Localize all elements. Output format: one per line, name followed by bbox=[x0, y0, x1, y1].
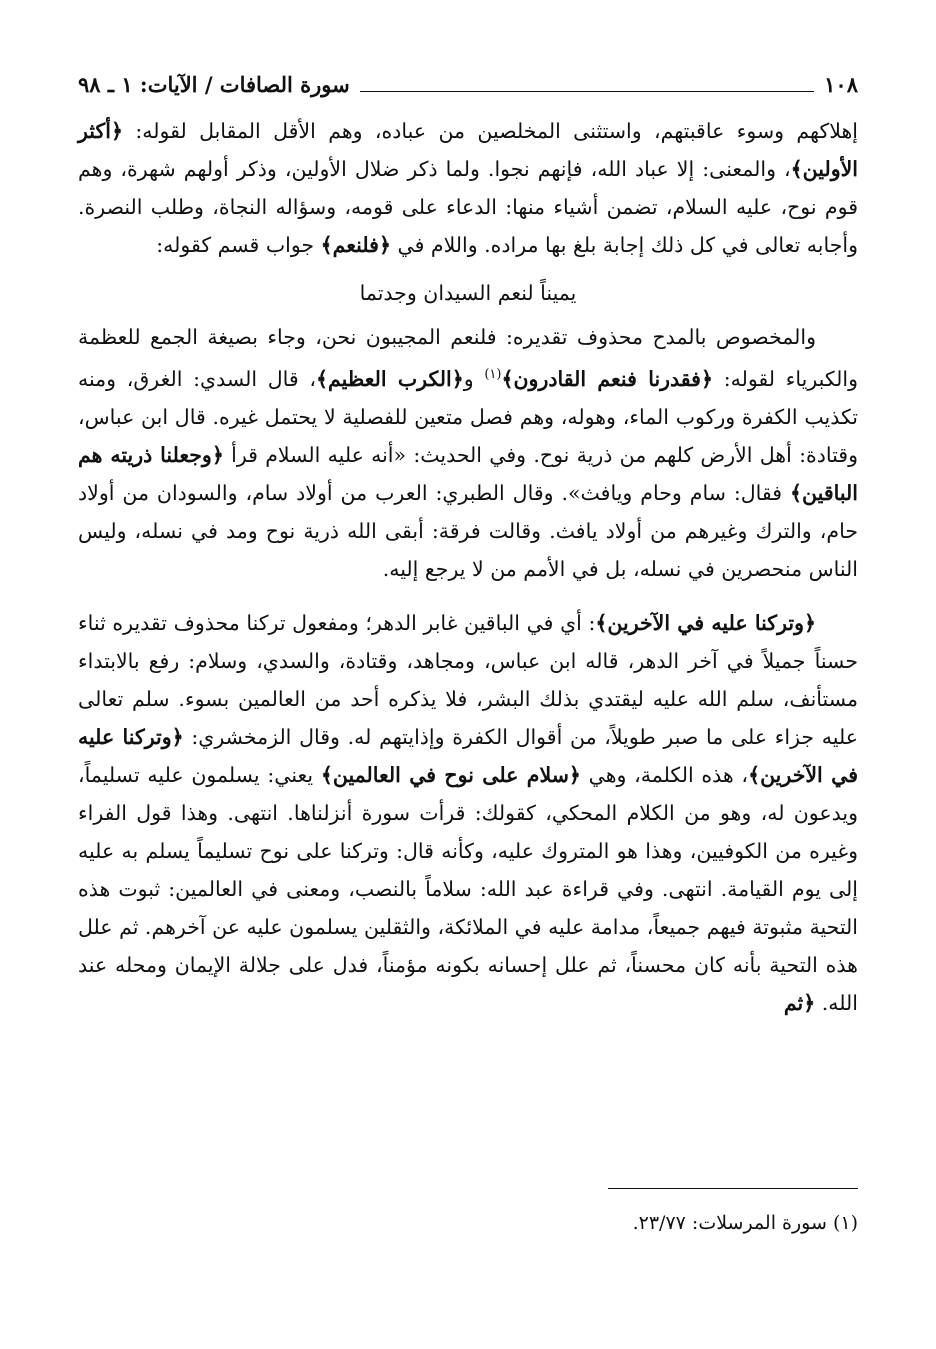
quran-quote: ﴿الكرب العظيم﴾ bbox=[316, 366, 464, 391]
quran-quote: ﴿ثم bbox=[783, 990, 816, 1015]
text-run: : أي في الباقين غابر الدهر؛ ومفعول تركنا محذوف تقديره ثناء حسناً جميلاً في آخر الدهر، قاله ابن عباس، ومجاهد، وقتادة، والسدي، وسلام: رفع بالابتداء مستأنف، سلم الله عليه ليقتدي بذلك البشر، فلا يذكره أحد من العالمين بسوء. سلم تعالى عليه جزاء على ما صبر طويلاً، من أقوال الكفرة وإذايتهم له. وقال الزمخشري: bbox=[78, 610, 859, 749]
text-run: ، قال السدي: الغرق، ومنه تكذيب الكفرة وركوب الماء، وهوله، وهم فصل متعين للفصلية لا يحتمل غيره. قال ابن عباس، وقتادة: أهل الأرض كلهم من ذرية نوح. وفي الحديث: «أنه عليه السلام قرأ bbox=[78, 366, 858, 467]
quran-quote: ﴿فقدرنا فنعم القادرون﴾ bbox=[501, 366, 713, 391]
text-run: و bbox=[463, 366, 485, 391]
footnote-rule bbox=[608, 1188, 858, 1189]
text-run: يعني: يسلمون عليه تسليماً، ويدعون له، وهو من الكلام المحكي، كقولك: قرأت سورة أنزلناها. انتهى. وهذا قول الفراء وغيره من الكوفيين، وهذا هو المتروك عليه، وكأنه قال: وتركنا على نوح تسليماً يسلم به عليه إلى يوم القيامة. انتهى. وفي قراءة عبد الله: سلاماً بالنصب، ومعنى في العالمين: ثبوت هذه التحية مثبوتة فيهم جميعاً، مدامة عليه في الملائكة، والثقلين يسلمون عليه عن آخرهم. ثم علل هذه التحية بأنه كان محسناً، ثم علل إحسانه بكونه مؤمناً، فدل على جلالة الإيمان ومحله عند الله. bbox=[78, 762, 858, 1015]
main-text bbox=[78, 112, 858, 1022]
quran-quote: ﴿وتركنا عليه في الآخرين﴾ bbox=[595, 610, 816, 635]
footnote-marker: (١) bbox=[484, 367, 502, 382]
page-header bbox=[78, 68, 858, 100]
text-run: إهلاكهم وسوء عاقبتهم، واستثنى المخلصين من عباده، وهم الأقل المقابل لقوله: bbox=[122, 119, 858, 143]
quran-quote: ﴿أكثر الأولين﴾ bbox=[78, 119, 858, 181]
text-run: ، هذه الكلمة، وهي bbox=[580, 762, 749, 787]
quran-quote: ﴿سلام على نوح في العالمين﴾ bbox=[320, 762, 581, 787]
header-rule bbox=[360, 91, 814, 92]
running-title: سورة الصافات / الآيات: ١ ـ ٩٨ bbox=[78, 71, 350, 97]
quran-quote: ﴿وجعلنا ذريته هم الباقين﴾ bbox=[78, 442, 858, 505]
footnote: (١) سورة المرسلات: ٢٣/٧٧. bbox=[632, 1212, 858, 1234]
paragraph-1 bbox=[78, 112, 858, 264]
text-run: ، والمعنى: إلا عباد الله، فإنهم نجوا. ولما ذكر ضلال الأولين، وذكر أولهم شهرة، وهم قوم نوح، عليه السلام، تضمن أشياء منها: الدعاء على قومه، وسؤاله النجاة، وطلب النصرة. وأجابه تعالى في كل ذلك إجابة بلغ بها مراده. واللام في bbox=[78, 157, 858, 257]
quran-quote: ﴿فلنعم﴾ bbox=[320, 233, 391, 257]
poetry-verse: يميناً لنعم السيدان وجدتما bbox=[359, 281, 577, 305]
text-run: فقال: سام وحام ويافث». وقال الطبري: العرب من أولاد سام، والسودان من أولاد حام، والترك وغيرهم من أولاد يافث. وقالت فرقة: أبقى الله ذرية نوح ومد في نسله، وليس الناس منحصرين في نسله، بل في الأمم من لا يرجع إليه. bbox=[78, 480, 858, 581]
paragraph-2 bbox=[78, 318, 858, 588]
text-run: جواب قسم كقوله: bbox=[156, 233, 321, 257]
page-number: ١٠٨ bbox=[824, 71, 858, 97]
paragraph-3 bbox=[78, 604, 858, 1022]
paragraph-gap bbox=[78, 588, 858, 604]
quran-quote: ﴿وتركنا عليه في الآخرين﴾ bbox=[78, 724, 858, 787]
text-run: والمخصوص بالمدح محذوف تقديره: فلنعم المجيبون نحن، وجاء بصيغة الجمع للعظمة والكبرياء لقوله: bbox=[78, 325, 859, 391]
